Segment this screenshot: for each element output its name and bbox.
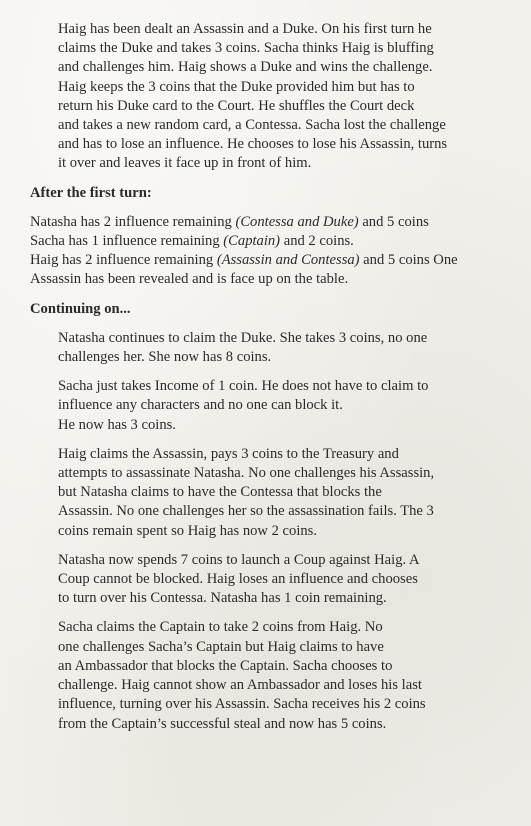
natasha-status: Natasha has 2 influence remaining (Contessa and Duke) and 5 coins (30, 213, 429, 230)
paragraph-sacha-income: Sacha just takes Income of 1 coin. He does not have to claim to influence any characters and no one can block it. He now has 3 coins. (58, 378, 429, 433)
sacha-status: Sacha has 1 influence remaining (Captain) and 2 coins. (30, 233, 354, 250)
heading-continuing: Continuing on... (30, 300, 131, 317)
intro-line: it over and leaves it face up in front of him. (58, 155, 312, 172)
intro-line: and challenges him. Haig shows a Duke and wins the challenge. (58, 59, 433, 76)
intro-line: Haig has been dealt an Assassin and a Duke. On his first turn he (58, 21, 432, 37)
intro-line: Haig keeps the 3 coins that the Duke provided him but has to (58, 78, 415, 95)
assassin-revealed: Assassin has been revealed and is face up on the table. (30, 271, 349, 288)
haig-status: Haig has 2 influence remaining (Assassin and Contessa) and 5 coins One (30, 252, 458, 269)
paragraph-natasha-coup: Natasha now spends 7 coins to launch a Coup against Haig. A Coup cannot be blocked. Haig loses an influence and chooses to turn over his Contessa. Natasha has 1 coin remaining. (58, 551, 420, 607)
intro-paragraph (30, 20, 508, 174)
intro-line: and takes a new random card, a Contessa. Sacha lost the challenge (58, 117, 446, 134)
intro-line: claims the Duke and takes 3 coins. Sacha thinks Haig is bluffing (58, 40, 434, 57)
paragraph-natasha-duke: Natasha continues to claim the Duke. She takes 3 coins, no one challenges her. She now has 8 coins. (58, 329, 428, 366)
heading-first-turn: After the first turn: (30, 184, 152, 201)
first-turn-summary (30, 213, 508, 290)
paragraph-sacha-captain: Sacha claims the Captain to take 2 coins from Haig. No one challenges Sacha’s Captain but Haig claims to have an Ambassador that blocks the Captain. Sacha chooses to challenge. Haig cannot show an Ambassador and loses his last influence, turning over his Assassin. Sacha receives his 2 coins from the Captain’s successful steal and now has 5 coins. (58, 619, 426, 732)
paragraph-haig-assassin: Haig claims the Assassin, pays 3 coins to the Treasury and attempts to assassinate Natasha. No one challenges his Assassin, but Natasha claims to have the Contessa that blocks the Assassin. No one challenges her so the assassination fails. The 3 coins remain spent so Haig has now 2 coins. (58, 445, 435, 539)
intro-line: and has to lose an influence. He chooses to lose his Assassin, turns (58, 136, 448, 153)
page-content (30, 20, 508, 734)
intro-line: return his Duke card to the Court. He shuffles the Court deck (58, 97, 415, 114)
